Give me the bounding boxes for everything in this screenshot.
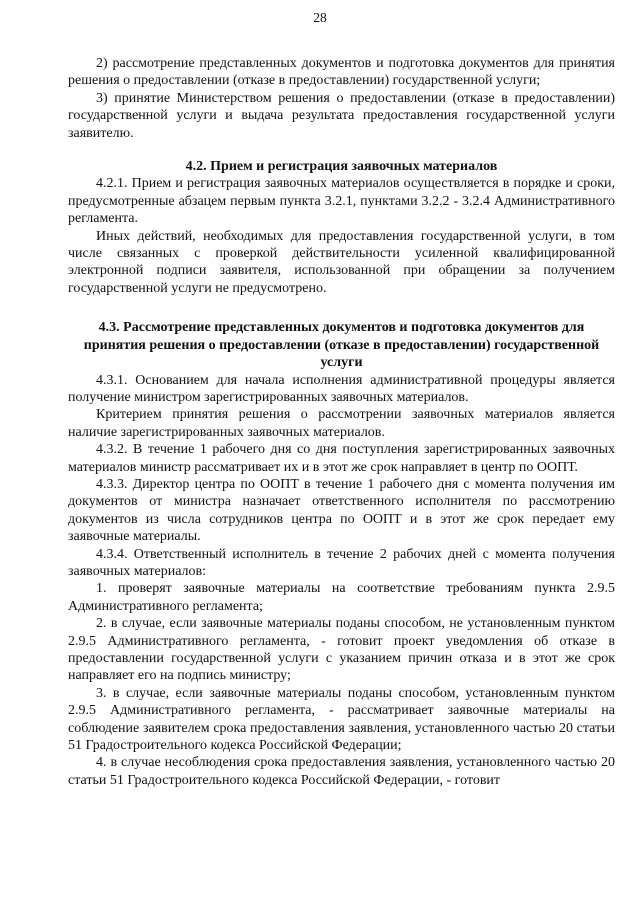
section-heading-4-2: 4.2. Прием и регистрация заявочных материалов (185, 159, 498, 175)
paragraph: 2) рассмотрение представленных документов и подготовка документов для принятия решения о предоставлении (отказе в предоставлении) государственной услуги; (68, 56, 615, 89)
list-item: 2. в случае, если заявочные материалы поданы способом, не установленным пунктом 2.9.5 Административного регламента, - готовит проект уведомления об отказе в предоставлении государственной услуги с указанием причин отказа и в этот же срок направляет его на подпись министру; (68, 616, 615, 684)
list-item: 1. проверят заявочные материалы на соответствие требованиям пункта 2.9.5 Административного регламента; (68, 581, 615, 614)
paragraph: 4.3.2. В течение 1 рабочего дня со дня поступления зарегистрированных заявочных материалов министр рассматривает их и в этот же срок направляет в центр по ООПТ. (68, 442, 615, 475)
paragraph: Иных действий, необходимых для предоставления государственной услуги, в том числе связанных с проверкой действительности усиленной квалифицированной электронной подписи заявителя, использованной при обращении за получением государственной услуги не предусмотрено. (68, 228, 615, 296)
paragraph: 4.2.1. Прием и регистрация заявочных материалов осуществляется в порядке и сроки, предусмотренные абзацем первым пункта 3.2.1, пунктами 3.2.2 - 3.2.4 Административного регламента. (68, 176, 615, 227)
document-body (68, 55, 615, 789)
list-item: 4. в случае несоблюдения срока предоставления заявления, установленного частью 20 статьи 51 Градостроительного кодекса Российской Федерации, - готовит (68, 755, 615, 788)
paragraph: 4.3.1. Основанием для начала исполнения административной процедуры является получение министром зарегистрированных заявочных материалов. (68, 372, 615, 405)
paragraph: Критерием принятия решения о рассмотрении заявочных материалов является наличие зарегистрированных заявочных материалов. (68, 407, 615, 440)
paragraph: 4.3.3. Директор центра по ООПТ в течение 1 рабочего дня с момента получения им документов от министра назначает ответственного исполнителя по рассмотрению документов из числа сотрудников центра по ООПТ и в этот же срок передает ему заявочные материалы. (68, 476, 615, 545)
paragraph: 4.3.4. Ответственный исполнитель в течение 2 рабочих дней с момента получения заявочных материалов: (68, 546, 615, 579)
section-heading-4-3: 4.3. Рассмотрение представленных документов и подготовка документов для принятия решения о предоставлении (отказе в предоставлении) государственной услуги (83, 320, 600, 371)
list-item: 3. в случае, если заявочные материалы поданы способом, установленным пунктом 2.9.5 Административного регламента, - рассматривает заявочные материалы на соблюдение заявителем срока предоставления заявления, установленного частью 20 статьи 51 Градостроительного кодекса Российской Федерации; (68, 685, 615, 754)
paragraph: 3) принятие Министерством решения о предоставлении (отказе в предоставлении) государственной услуги и выдача результата предоставления государственной услуги заявителю. (68, 90, 615, 141)
page-number: 28 (313, 10, 327, 25)
